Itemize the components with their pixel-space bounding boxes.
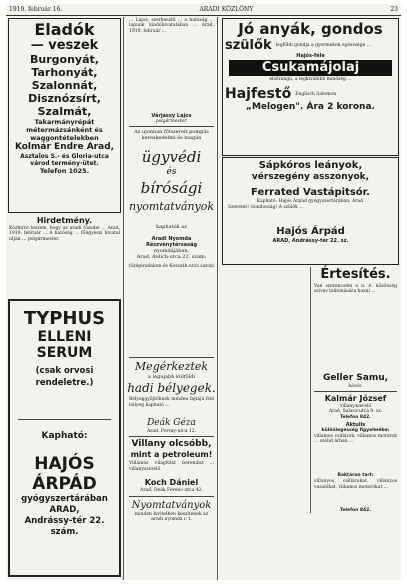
ad-phone: Telefon 1025. <box>39 167 90 175</box>
printing-company: Aradi Nyomda Részvénytársaság <box>145 236 198 249</box>
ad-item: Tarhonyát, <box>31 66 98 79</box>
specialty-text: villamos csillárok, villamos motorok ... szolid árban ... <box>314 434 397 445</box>
ad-cod-liver-oil <box>222 18 399 156</box>
available-label: Kapható: <box>41 431 88 441</box>
divider <box>129 496 214 497</box>
ad-typhus-serum <box>8 299 121 577</box>
stamps-title: hadi bélyegek. <box>127 381 216 396</box>
column-middle <box>126 17 218 580</box>
printing-company-sub: nyomdájában, <box>153 248 190 255</box>
ad-item: Szalonnát, <box>31 79 98 92</box>
stamps-dealer: Deák Géza <box>147 418 196 429</box>
electrician-phone-2: Telefon 842. <box>339 508 372 514</box>
typhus-note: (csak orvosi rendeletre.) <box>35 366 94 388</box>
ad-subtitle: — veszek <box>30 38 99 53</box>
printing-address: Arad, Aulich-utca 22. szám. <box>136 254 207 261</box>
typhus-heading: TYPHUS <box>23 308 106 329</box>
header-date: 1919. február 16. <box>9 6 63 13</box>
oil-row <box>225 38 396 53</box>
ad-company-name: Kolmár Endre Arad, <box>14 142 115 152</box>
divider <box>18 419 111 420</box>
electric-address: Arad, Deák Ferenc-utca 42. <box>140 488 203 494</box>
tonic-text: Szeretet! Gondosság! A szülők ... <box>228 205 304 211</box>
page-header <box>6 4 401 16</box>
stamps-latest: a legujabb külföldi <box>147 374 196 381</box>
printing-intro: Az ujonnan fölszerelt pompás kereskedelmi és magán <box>134 129 209 142</box>
ad-printing <box>126 129 217 355</box>
notice-title: Hirdetmény. <box>36 216 93 225</box>
header-page-number: 23 <box>390 6 398 13</box>
stamps-heading: Megérkeztek <box>134 360 209 374</box>
electrician-phone: Telefon 842. <box>339 414 372 420</box>
oil-brand: Hajós-féle <box>296 53 325 59</box>
ad-small-text: Takarmányrépát métermázsánként és waggontételekben <box>26 118 103 142</box>
specialty-heading: Aktulis <box>345 421 366 428</box>
newspaper-page <box>6 4 401 580</box>
oil-text: elsőrangú, a legkiválóbb minőség ... <box>269 77 352 82</box>
printing-ugyvedi: ügyvédi <box>141 148 202 167</box>
stamps-text: Bélyeggyűjtőknek minden fajtájú fríd bélyeg kapható ... <box>129 397 214 408</box>
prints-text: minden kivitelben készítenek az aradi nyomda r. t. <box>134 511 209 522</box>
hairdye-row <box>225 86 396 102</box>
electric-heading: Villany olcsóbb, <box>131 439 212 450</box>
ads-right-column <box>310 267 400 513</box>
ad-item: Disznózsírt, <box>28 92 101 105</box>
specialty-subheading: különlegesség figyelmébe: <box>321 427 390 433</box>
hajos-pharmacy: gyógyszertárában ARAD, <box>21 494 108 515</box>
tonic-available: Kapható: Hajós Árpád gyógyszertárában, Arad. <box>256 199 365 204</box>
electrician-name: Kalmár József <box>324 394 387 404</box>
ad-electric <box>126 439 217 493</box>
notice-body: Van szerencsém a n. é. közönség szives tudomására hozni ... <box>314 284 397 295</box>
article-text: ... Lajos, szerkesztő ... a hatóság ... lapunk kiadóhivatalában ... Arad, 1919. február ... <box>129 18 214 34</box>
ad-address: Asztalos S.- és Gloria-utca várod termény-ütet. <box>20 153 109 167</box>
stamps-address: Arad, Forray-utca 12. <box>147 429 196 435</box>
printing-note: (Szépirodalom és Kossuth-utca sarok) <box>128 264 215 270</box>
printing-nyomtatvanyok: nyomtatványok <box>128 200 215 214</box>
empty-space <box>220 267 310 513</box>
hajos-address: Andrássy-tér 22. szám. <box>24 516 105 537</box>
ad-title: Eladók <box>34 20 95 39</box>
electric-subheading: mint a petroleum! <box>130 450 213 460</box>
electrician-address: Arad, Salacz-utca 9. sz. <box>328 409 383 415</box>
electrician-title: villanyszerelő <box>339 404 372 410</box>
hairdye-name: Englisch Salomon <box>295 91 337 97</box>
printing-available: kaphatók az <box>156 224 187 231</box>
cafe-owner: Geller Samu, <box>322 373 389 383</box>
divider <box>129 357 214 358</box>
column-left <box>6 17 124 580</box>
oil-parents-text: legfőbb gondja a gyermekek egészsége ... <box>275 42 371 48</box>
ad-kolmar <box>8 18 121 213</box>
typhus-subheading: ELLENI SERUM <box>36 329 93 361</box>
column-right <box>220 17 401 580</box>
divider <box>129 126 214 127</box>
ad-item-list <box>11 53 118 118</box>
ad-item: Burgonyát, <box>30 53 99 66</box>
printing-birosagi: bírósági <box>140 179 203 198</box>
electric-text: Villamos világítást berendez ... villanyszerelő <box>129 461 214 472</box>
divider <box>129 436 214 437</box>
tonic-address: ARAD, Andrássy-tér 22. sz. <box>272 238 349 245</box>
notice-text: Közhirré teszem, hogy az aradi tőzsdei ... Arad, 1919. február ... A hatóság ... főügyészi hivatal útján ... polgármester. <box>9 226 120 242</box>
oil-product: Csukamájolaj <box>229 60 392 76</box>
stock-text: villanyos csillárokat, villanyos vasalókat, villamos motorokat ... <box>314 479 397 490</box>
ad-item: Szalmát, <box>37 105 92 118</box>
printing-es: és <box>166 167 177 178</box>
tonic-product: Ferrated Vastápitsór. <box>251 187 370 198</box>
stock-heading: Raktáron tart: <box>337 473 374 479</box>
hairdye-product: „Melogen". Ára 2 korona. <box>246 102 375 113</box>
header-paper: ARADI KÖZLÖNY <box>199 6 254 13</box>
ad-prints <box>126 499 217 522</box>
tonic-subheading: vérszegény asszonyok, <box>251 172 370 182</box>
signer-name: Várjassy Lajos <box>151 113 192 119</box>
right-bottom <box>220 267 401 513</box>
cafe-title: kávés. <box>348 384 363 389</box>
tonic-pharmacist: Hajós Árpád <box>276 226 345 238</box>
ad-iron-tonic <box>222 157 399 265</box>
divider <box>314 391 397 392</box>
tonic-heading: Sápkóros leányok, <box>258 160 363 171</box>
signer-title: polgármester. <box>155 119 188 124</box>
notice-heading: Értesítés. <box>320 267 391 282</box>
hajos-name: HAJÓS ÁRPÁD <box>32 454 97 494</box>
oil-parents: szülők <box>225 38 272 53</box>
hairdye-heading: Hajfestő <box>225 86 292 103</box>
prints-heading: Nyomtatványok <box>131 499 212 511</box>
electric-name: Koch Dániel <box>144 478 199 488</box>
oil-heading: Jó anyák, gondos <box>238 20 383 38</box>
ad-stamps <box>126 360 217 434</box>
